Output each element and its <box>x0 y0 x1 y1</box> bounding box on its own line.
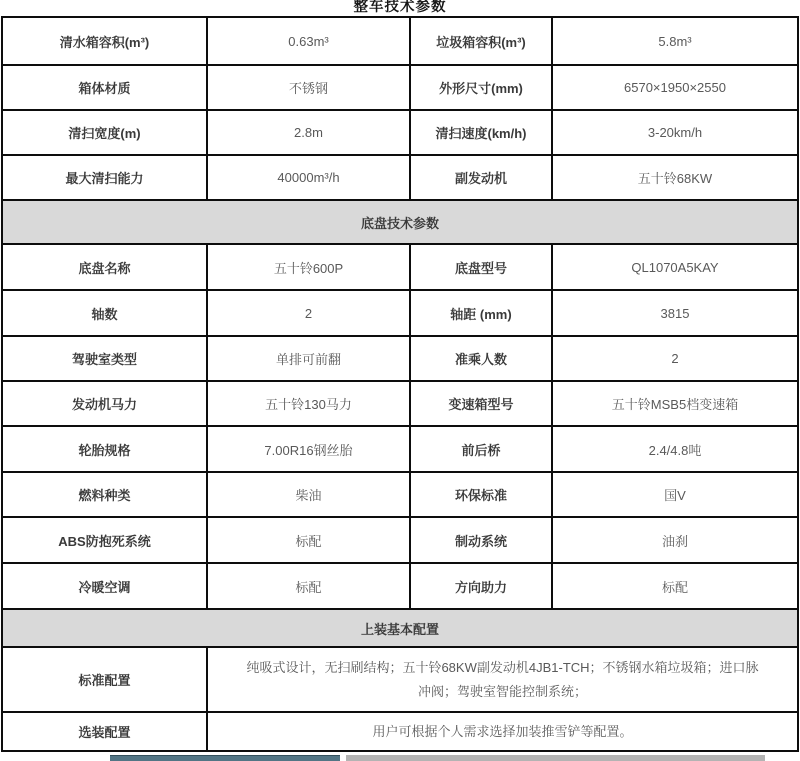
config-value: 纯吸式设计，无扫刷结构；五十铃68KW副发动机4JB1-TCH；不锈钢水箱垃圾箱；进口脉冲阀；驾驶室智能控制系统； <box>207 647 798 712</box>
spec-value: 5.8m³ <box>552 17 798 65</box>
spec-value: 2.4/4.8吨 <box>552 426 798 472</box>
spec-label: 轴数 <box>2 290 207 336</box>
spec-value: 2 <box>552 336 798 381</box>
spec-label: 方向助力 <box>410 563 552 609</box>
spec-value: 3-20km/h <box>552 110 798 155</box>
spec-label: 箱体材质 <box>2 65 207 110</box>
spec-value: 国V <box>552 472 798 517</box>
spec-label: 轴距 (mm) <box>410 290 552 336</box>
spec-label: 环保标准 <box>410 472 552 517</box>
spec-label: 轮胎规格 <box>2 426 207 472</box>
spec-value: 五十铃MSB5档变速箱 <box>552 381 798 426</box>
spec-value: 6570×1950×2550 <box>552 65 798 110</box>
spec-value: 不锈钢 <box>207 65 410 110</box>
spec-row <box>2 426 798 472</box>
spec-value: 五十铃130马力 <box>207 381 410 426</box>
spec-row <box>2 472 798 517</box>
spec-value: 40000m³/h <box>207 155 410 200</box>
page-title: 整车技术参数 <box>353 0 447 15</box>
spec-value: 标配 <box>552 563 798 609</box>
section-header-row <box>2 609 798 647</box>
spec-label: 前后桥 <box>410 426 552 472</box>
spec-label: 清扫宽度(m) <box>2 110 207 155</box>
config-row <box>2 712 798 751</box>
spec-label: 发动机马力 <box>2 381 207 426</box>
spec-value: 五十铃68KW <box>552 155 798 200</box>
spec-value: QL1070A5KAY <box>552 244 798 290</box>
spec-label: 变速箱型号 <box>410 381 552 426</box>
spec-label: 副发动机 <box>410 155 552 200</box>
spec-label: 燃料种类 <box>2 472 207 517</box>
spec-row <box>2 17 798 65</box>
spec-label: 外形尺寸(mm) <box>410 65 552 110</box>
spec-row <box>2 65 798 110</box>
spec-label: 清扫速度(km/h) <box>410 110 552 155</box>
spec-value: 柴油 <box>207 472 410 517</box>
spec-value: 标配 <box>207 517 410 563</box>
spec-row <box>2 336 798 381</box>
spec-value: 2.8m <box>207 110 410 155</box>
spec-label: 底盘型号 <box>410 244 552 290</box>
spec-value: 2 <box>207 290 410 336</box>
section-header-1: 底盘技术参数 <box>2 200 798 244</box>
config-row <box>2 647 798 712</box>
spec-row <box>2 517 798 563</box>
spec-table <box>1 16 799 752</box>
spec-row <box>2 290 798 336</box>
spec-label: ABS防抱死系统 <box>2 517 207 563</box>
spec-value: 7.00R16钢丝胎 <box>207 426 410 472</box>
spec-value: 五十铃600P <box>207 244 410 290</box>
spec-label: 冷暖空调 <box>2 563 207 609</box>
section-header-3: 上装基本配置 <box>2 609 798 647</box>
spec-label: 制动系统 <box>410 517 552 563</box>
spec-row <box>2 244 798 290</box>
spec-label: 垃圾箱容积(m³) <box>410 17 552 65</box>
spec-label: 清水箱容积(m³) <box>2 17 207 65</box>
cropped-next-element-right-bar <box>346 755 765 761</box>
spec-label: 最大清扫能力 <box>2 155 207 200</box>
cropped-next-element-left-bar <box>110 755 340 761</box>
spec-value: 单排可前翻 <box>207 336 410 381</box>
spec-row <box>2 155 798 200</box>
config-label: 标准配置 <box>2 647 207 712</box>
spec-value: 油刹 <box>552 517 798 563</box>
spec-value: 3815 <box>552 290 798 336</box>
config-label: 选装配置 <box>2 712 207 751</box>
spec-label: 驾驶室类型 <box>2 336 207 381</box>
spec-row <box>2 110 798 155</box>
config-value: 用户可根据个人需求选择加装推雪铲等配置。 <box>207 712 798 751</box>
spec-value: 标配 <box>207 563 410 609</box>
spec-label: 准乘人数 <box>410 336 552 381</box>
spec-row <box>2 381 798 426</box>
spec-row <box>2 563 798 609</box>
section-header-row <box>2 200 798 244</box>
spec-value: 0.63m³ <box>207 17 410 65</box>
spec-label: 底盘名称 <box>2 244 207 290</box>
